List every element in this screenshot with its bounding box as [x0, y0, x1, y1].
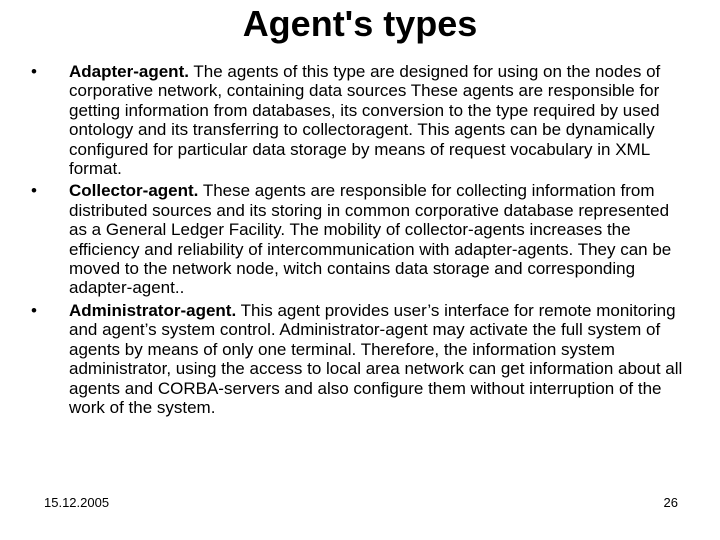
bullet-icon: •	[31, 181, 37, 201]
bullet-text: These agents are responsible for collecting information from distributed sources and its storing in common corporative database represented as a General Ledger Facility. The mobility of collector-agents increases the efficiency and reliability of intercommunication with adapter-agents. They can be moved to the network node, witch contains data storage and corresponding adapter-agent..	[69, 181, 672, 298]
bullet-icon: •	[31, 300, 37, 320]
bullet-list	[27, 62, 687, 420]
bullet-item-collector-agent	[27, 181, 687, 297]
bullet-term: Adapter-agent.	[69, 62, 189, 81]
bullet-icon: •	[31, 62, 37, 81]
bullet-term: Administrator-agent.	[69, 300, 237, 320]
footer-page-number: 26	[663, 495, 678, 510]
bullet-item-administrator-agent	[27, 301, 687, 417]
bullet-item-adapter-agent	[27, 62, 687, 178]
bullet-text: This agent provides user’s interface for remote monitoring and agent’s system control. Administrator-agent may activate the full system of agents by means of only one terminal. Therefore, the information system administrator, using the access to local area network can get information about all agents and CORBA-servers and also configure them without interruption of the work of the system.	[69, 300, 683, 417]
footer-date: 15.12.2005	[44, 495, 110, 510]
slide-title: Agent's types	[242, 3, 478, 44]
bullet-term: Collector-agent.	[69, 181, 199, 201]
bullet-text: The agents of this type are designed for using on the nodes of corporative network, containing data sources These agents are responsible for getting information from databases, its conversion to the type required by used ontology and its transferring to collectoragent. This agents can be dynamically configured for particular data storage by means of request vocabulary in XML format.	[69, 62, 661, 179]
